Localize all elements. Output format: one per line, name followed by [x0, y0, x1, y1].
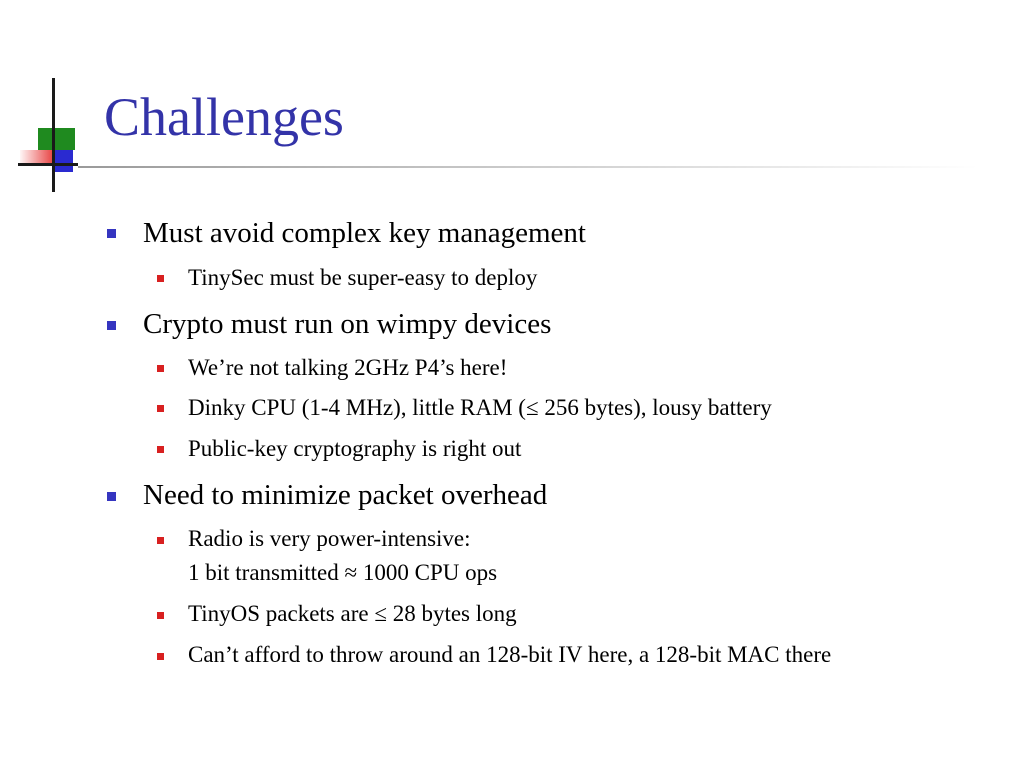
sub-bullet-item: Public-key cryptography is right out: [188, 436, 522, 461]
sub-bullet-square-icon: [157, 275, 164, 282]
sub-bullet-item: TinySec must be super-easy to deploy: [188, 265, 538, 290]
bullet-item: Crypto must run on wimpy devices: [143, 308, 552, 340]
bullet-item: Need to minimize packet overhead: [143, 479, 548, 511]
sub-bullet-square-icon: [157, 446, 164, 453]
bullet-square-icon: [107, 492, 116, 501]
sub-bullet-square-icon: [157, 405, 164, 412]
sub-bullet-item: TinyOS packets are ≤ 28 bytes long: [188, 601, 517, 626]
bullet-item: Must avoid complex key management: [143, 217, 586, 249]
sub-bullet-item: Radio is very power-intensive:: [188, 526, 471, 551]
sub-bullet-square-icon: [157, 537, 164, 544]
sub-bullet-item: We’re not talking 2GHz P4’s here!: [188, 355, 508, 380]
sub-bullet-item: Can’t afford to throw around an 128-bit IV here, a 128-bit MAC there: [188, 642, 832, 667]
sub-bullet-item: Dinky CPU (1-4 MHz), little RAM (≤ 256 bytes), lousy battery: [188, 395, 772, 420]
sub-bullet-item-continuation: 1 bit transmitted ≈ 1000 CPU ops: [188, 560, 498, 585]
sub-bullet-square-icon: [157, 653, 164, 660]
slide-title: Challenges: [104, 87, 344, 147]
bullet-square-icon: [107, 321, 116, 330]
sub-bullet-square-icon: [157, 365, 164, 372]
sub-bullet-square-icon: [157, 612, 164, 619]
bullet-square-icon: [107, 229, 116, 238]
